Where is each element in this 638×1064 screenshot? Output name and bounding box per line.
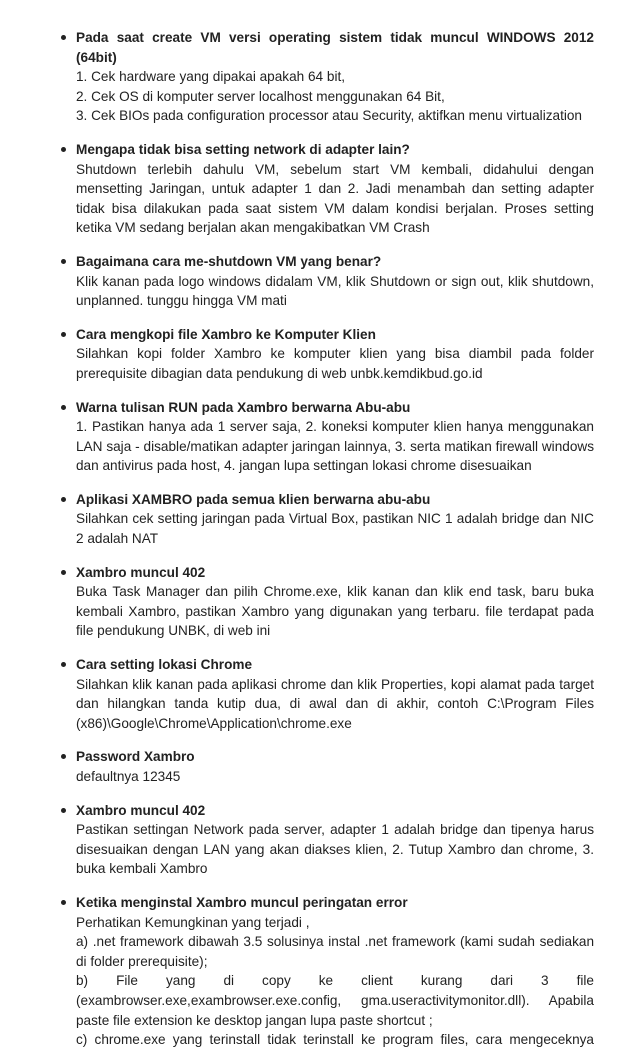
bullet-icon xyxy=(61,662,66,667)
faq-answer-text: Silahkan klik kanan pada aplikasi chrome dan klik Properties, kopi alamat pada target dan hilangkan tanda kutip dua, di awal dan di akhir, contoh C:\Program Files (x86)\Google\Chrome\Application\chrome.exe xyxy=(76,676,594,731)
faq-item xyxy=(0,747,638,786)
bullet-icon xyxy=(61,900,66,905)
faq-answer-text: Silahkan cek setting jaringan pada Virtual Box, pastikan NIC 1 adalah bridge dan NIC 2 adalah NAT xyxy=(76,511,594,547)
faq-item xyxy=(0,801,638,879)
faq-question: Xambro muncul 402 xyxy=(76,802,206,818)
faq-question: Ketika menginstal Xambro muncul peringatan error xyxy=(76,894,408,910)
faq-question: Warna tulisan RUN pada Xambro berwarna Abu-abu xyxy=(76,399,411,415)
faq-question: Xambro muncul 402 xyxy=(76,564,206,580)
bullet-icon xyxy=(61,754,66,759)
faq-answer-line: b) File yang di copy ke client kurang dari 3 file (exambrowser.exe,exambrowser.exe.config, gma.useractivitymonitor.dll). Apabila paste file extension ke desktop jangan lupa paste shortcut ; xyxy=(76,973,594,1028)
faq-answer-line: a) .net framework dibawah 3.5 solusinya instal .net framework (kami sudah sediakan di folder prerequisite); xyxy=(76,934,594,969)
faq-question: Bagaimana cara me-shutdown VM yang benar? xyxy=(76,253,382,269)
faq-answer-line: Perhatikan Kemungkinan yang terjadi , xyxy=(76,914,310,930)
bullet-icon xyxy=(61,808,66,813)
faq-answer-text: Shutdown terlebih dahulu VM, sebelum start VM kembali, didahului dengan mensetting Jaringan, untuk adapter 1 dan 2. Jadi menambah dan setting adapter tidak bisa dilakukan pada saat sistem VM dalam kondisi berjalan. Proses setting ketika VM sedang berjalan akan mengakibatkan VM Crash xyxy=(76,161,594,236)
faq-question: Cara mengkopi file Xambro ke Komputer Klien xyxy=(76,326,376,342)
faq-question: Cara setting lokasi Chrome xyxy=(76,657,253,673)
faq-answer-text: 1. Pastikan hanya ada 1 server saja, 2. koneksi komputer klien hanya menggunakan LAN saja - disable/matikan adapter jaringan lainnya, 3. serta matikan firewall windows dan antivirus pada host, 4. jangan lupa settingan lokasi chrome disesuaikan xyxy=(76,419,594,474)
faq-answer-line: 3. Cek BIOs pada configuration processor atau Security, aktifkan menu virtualization xyxy=(76,108,582,124)
faq-item xyxy=(0,28,638,126)
bullet-icon xyxy=(61,147,66,152)
faq-question: Password Xambro xyxy=(76,749,195,765)
faq-item xyxy=(0,563,638,641)
faq-item xyxy=(0,252,638,311)
faq-answer-text: Pastikan settingan Network pada server, adapter 1 adalah bridge dan tipenya harus disesuaikan dengan LAN yang akan diakses klien, 2. Tutup Xambro dan chrome, 3. buka kembali Xambro xyxy=(76,822,594,877)
faq-item xyxy=(0,490,638,549)
faq-item xyxy=(0,398,638,476)
bullet-icon xyxy=(61,259,66,264)
faq-answer-line: c) chrome.exe yang terinstall tidak terinstall ke program files, cara mengeceknya xyxy=(76,1032,594,1048)
faq-answer-text: Silahkan kopi folder Xambro ke komputer klien yang bisa diambil pada folder prerequisite dibagian data pendukung di web unbk.kemdikbud.go.id xyxy=(76,346,594,381)
faq-item xyxy=(0,325,638,384)
faq-list xyxy=(0,28,638,1064)
faq-question: Pada saat create VM versi operating sistem tidak muncul WINDOWS 2012 (64bit) xyxy=(76,30,594,65)
faq-item xyxy=(0,140,638,238)
bullet-icon xyxy=(61,405,66,410)
bullet-icon xyxy=(61,570,66,575)
faq-question: Aplikasi XAMBRO pada semua klien berwarna abu-abu xyxy=(76,491,431,507)
faq-answer-line: 2. Cek OS di komputer server localhost menggunakan 64 Bit, xyxy=(76,88,445,104)
faq-answer-text: Buka Task Manager dan pilih Chrome.exe, klik kanan dan klik end task, baru buka kembali Xambro, pastikan Xambro yang digunakan yang terbaru. file terdapat pada file pendukung UNBK, di web ini xyxy=(76,584,594,639)
faq-answer-text: Klik kanan pada logo windows didalam VM, klik Shutdown or sign out, klik shutdown, unplanned. tunggu hingga VM mati xyxy=(76,273,594,309)
faq-item xyxy=(0,655,638,733)
bullet-icon xyxy=(61,497,66,502)
faq-answer-line: 1. Cek hardware yang dipakai apakah 64 bit, xyxy=(76,69,346,85)
faq-question: Mengapa tidak bisa setting network di adapter lain? xyxy=(76,141,410,157)
faq-item xyxy=(0,893,638,1050)
faq-answer-text: defaultnya 12345 xyxy=(76,769,181,784)
bullet-icon xyxy=(61,35,66,40)
bullet-icon xyxy=(61,332,66,337)
